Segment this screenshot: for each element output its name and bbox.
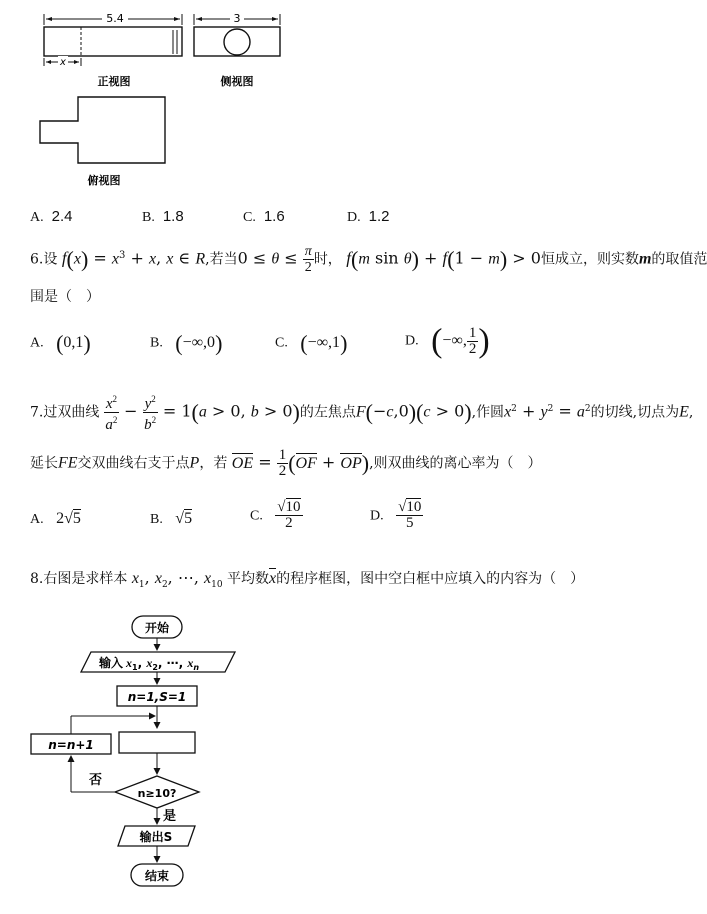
flow-decision-label: n≥10?: [137, 787, 177, 800]
flow-increment-label: n=n+1: [48, 738, 94, 752]
q5-option-c: C. 1.6: [243, 208, 285, 225]
q6-line2: 围是（ ）: [30, 289, 100, 305]
q6-option-d: D. (−∞, $\frac{1}{2}$ ): [405, 322, 490, 359]
top-view-caption: 俯视图: [87, 174, 121, 187]
flow-init-label: n=1,S=1: [127, 690, 187, 704]
flow-no-label: 否: [89, 773, 103, 788]
front-view-caption: 正视图: [97, 75, 131, 88]
three-view-figure: [30, 8, 300, 198]
q7-option-d: D. $\frac{√10}{5}$: [370, 499, 422, 531]
q6-option-c: C. (−∞,1): [275, 330, 348, 355]
q6-option-a: A. (0,1): [30, 330, 91, 355]
side-view-caption: 侧视图: [220, 75, 254, 88]
front-dim-label: 5.4: [106, 12, 124, 25]
top-view-outline: [40, 97, 165, 163]
q7-option-b: B. √5: [150, 510, 193, 527]
q5-option-b: B. 1.8: [142, 208, 184, 225]
q7-option-c: C. $\frac{√10}{2}$: [250, 499, 301, 531]
flow-output-label: 输出S: [139, 830, 173, 844]
flow-blank-box: [119, 732, 195, 753]
q5-option-a: A. 2.4: [30, 208, 73, 225]
flow-start-label: 开始: [144, 621, 170, 635]
q7-option-a: A. 2√5: [30, 510, 81, 527]
side-view-circle: [224, 29, 250, 55]
x-dim-label: x: [60, 57, 66, 68]
flowchart: [25, 610, 275, 900]
q6-line1: 6.设 $f(x) = x^3 + x$, x ∈ R,若当0 ≤ θ ≤ $\frac{\pi}{2}$ 时， f(m sin θ) + f(1 − m) > 0恒成立，则实数m的取值范: [30, 244, 707, 275]
q8-line1: 8.右图是求样本 $x_1$, $x_2$, ⋯, $x_{10}$ 平均数x的程序框图，图中空白框中应填入的内容为（ ）: [30, 568, 585, 590]
side-view-rect: [194, 27, 280, 56]
flow-yes-label: 是: [163, 809, 177, 824]
flow-input-label: 输入 $x_1$, $x_2$, ⋯, $x_n$: [99, 656, 200, 672]
q7-line2: 延长FE交双曲线右支于点P，若 OE = $\frac{1}{2}$ (OF + OP),则双曲线的离心率为（ ）: [30, 447, 542, 479]
front-view-rect: [44, 27, 182, 56]
q5-option-d: D. 1.2: [347, 208, 390, 225]
q6-option-b: B. (−∞,0): [150, 330, 223, 355]
q7-line1: 7.过双曲线 $\frac{x^2}{a^2}$ − $\frac{y^2}{b^2}$ = 1(a > 0, b > 0)的左焦点F(−c,0)(c > 0),作圆$x^2 + y^2 = a^2$的切线,切点为E,: [30, 394, 694, 433]
flow-end-label: 结束: [144, 869, 170, 883]
side-dim-label: 3: [233, 12, 241, 25]
